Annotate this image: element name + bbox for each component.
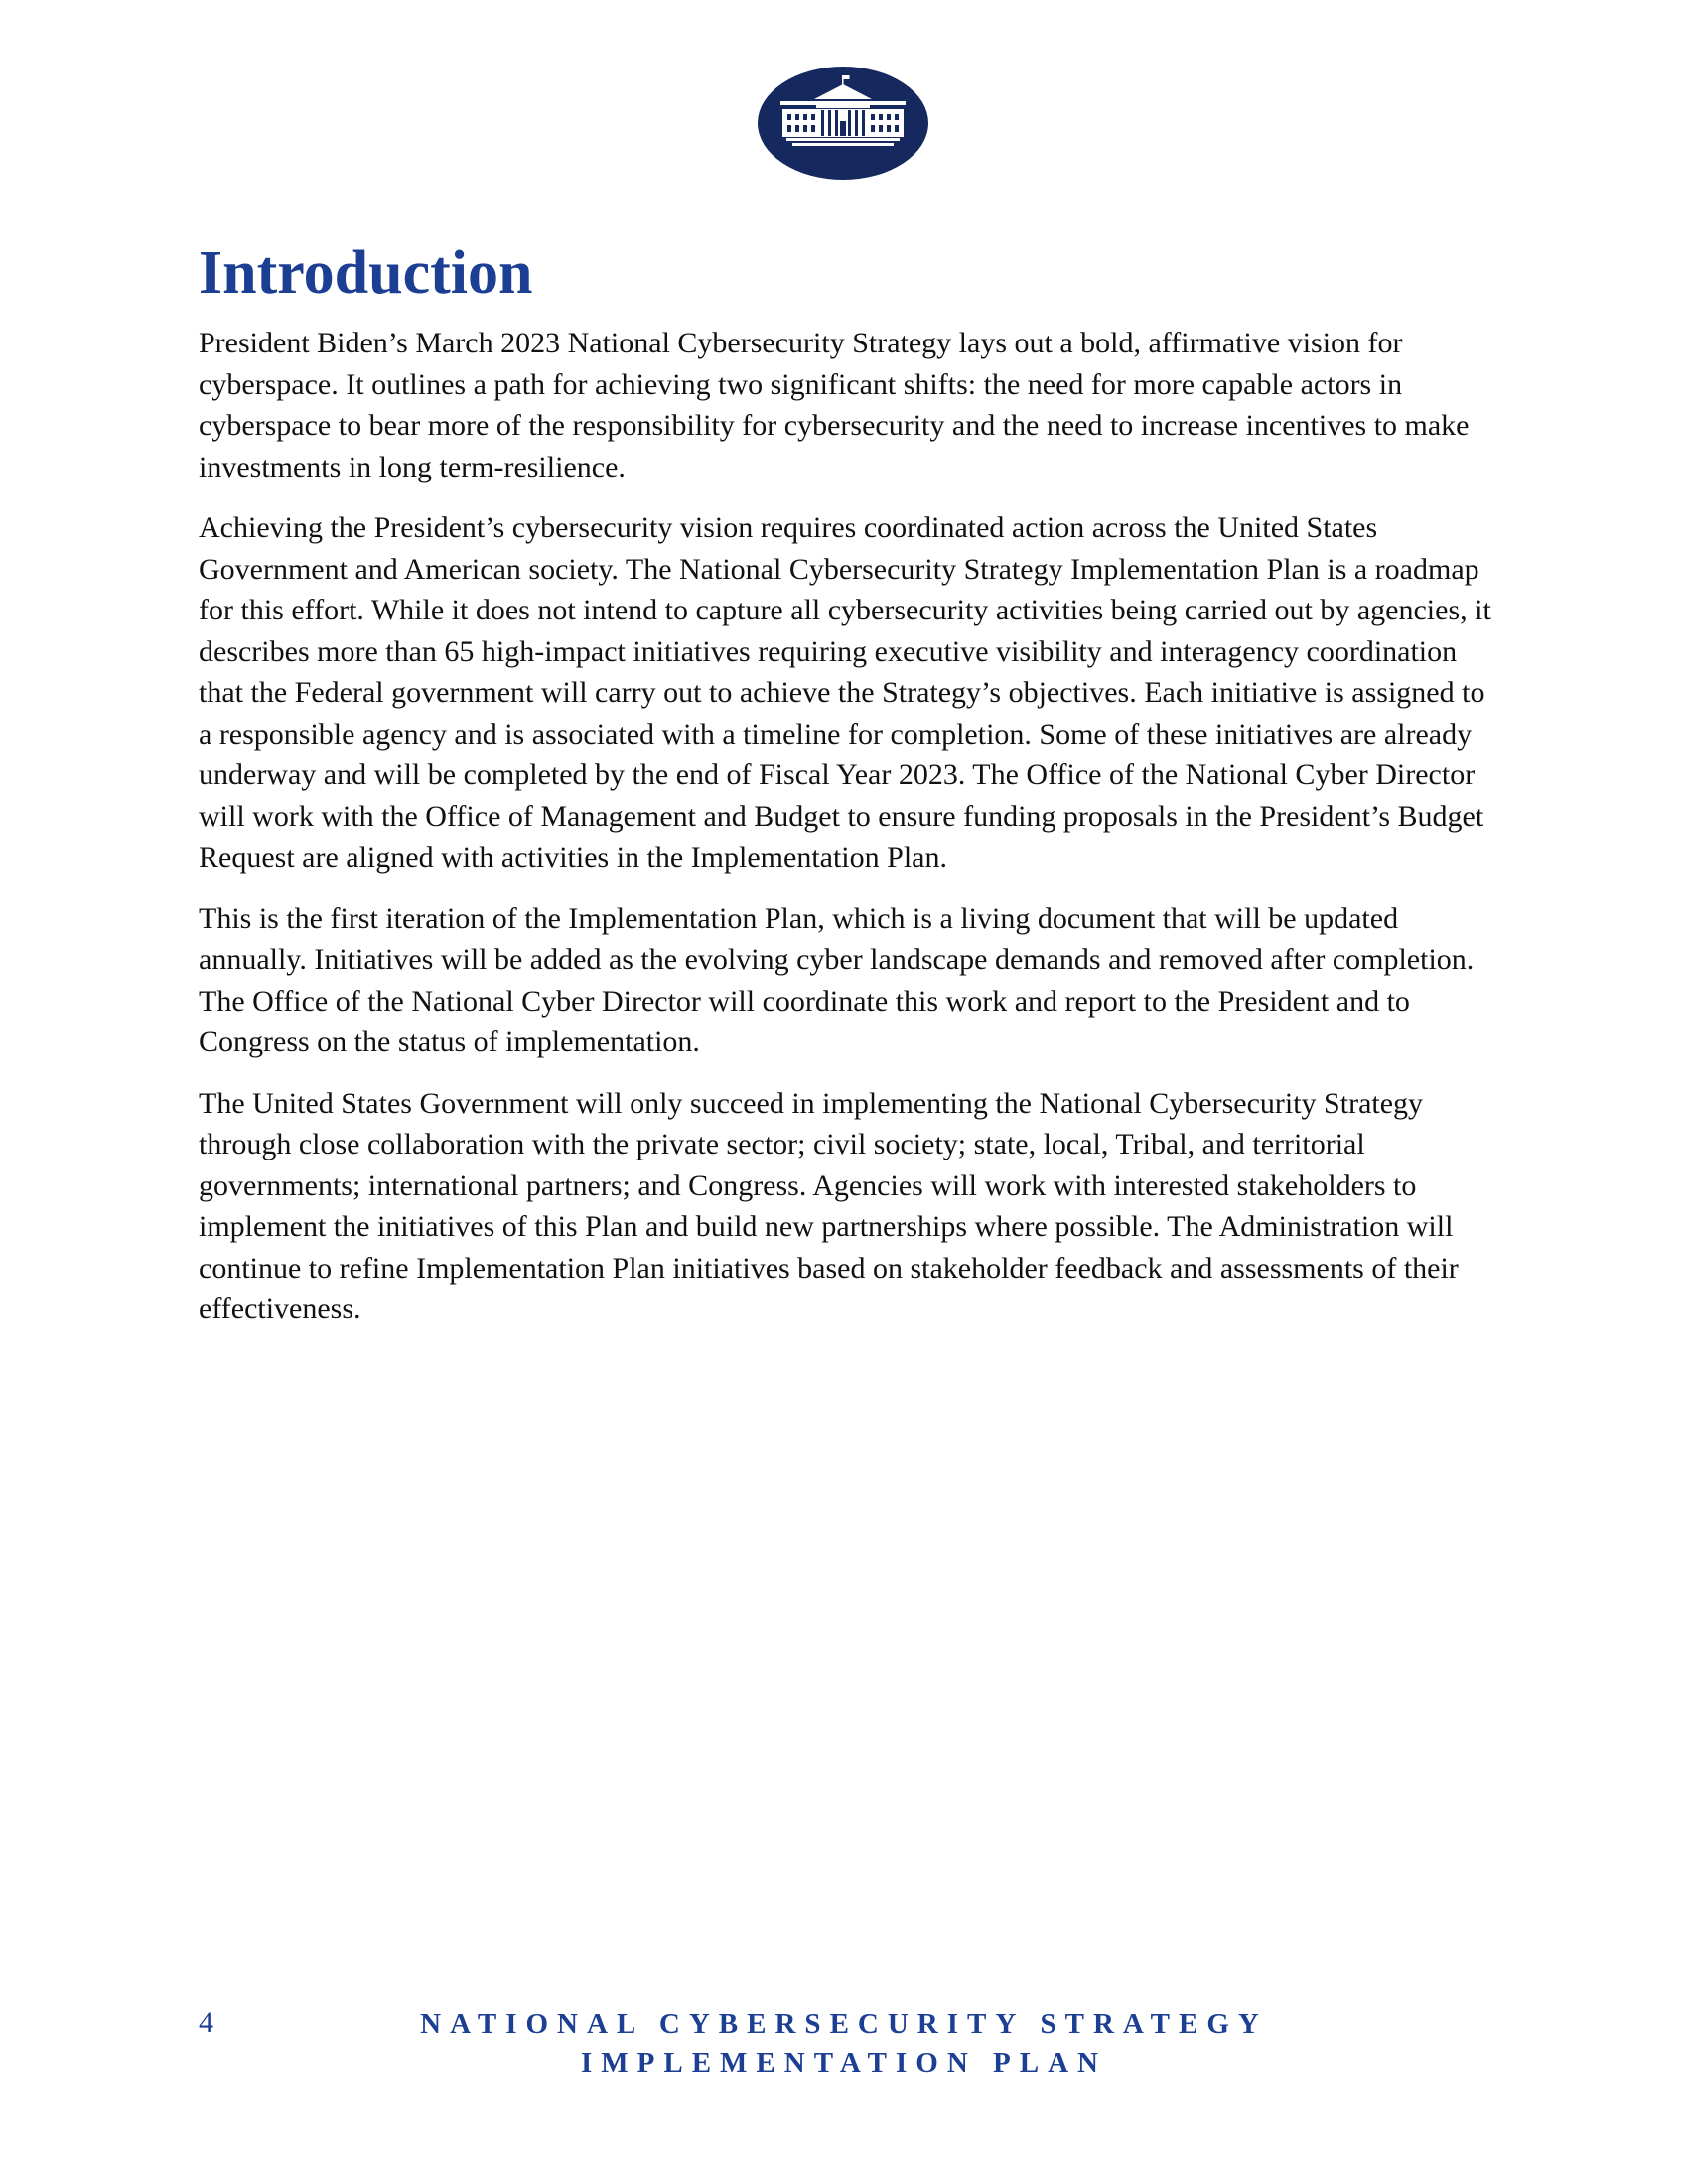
footer-title [397,2005,1291,2083]
paragraph: President Biden’s March 2023 National Cybersecurity Strategy lays out a bold, affirmative vision for cyberspace. It outlines a path for achieving two significant shifts: the need for more capable actors in cyberspace to bear more of the responsibility for cybersecurity and the need to increase incentives to make investments in long term-resilience. [199,327,1470,483]
white-house-seal-icon [757,66,929,181]
footer-title-line-2: IMPLEMENTATION PLAN [580,2047,1108,2079]
page-number: 4 [199,2006,213,2039]
paragraph: The United States Government will only succeed in implementing the National Cybersecurity Strategy through close collaboration with the private sector; civil society; state, local, Tribal, and territorial governments; international partners; and Congress. Agencies will work with interested stakeholders to implement the initiatives of this Plan and build new partnerships where possible. The Administration will continue to refine Implementation Plan initiatives based on stakeholder feedback and assessments of their effectiveness. [199,1086,1459,1325]
paragraph: Achieving the President’s cybersecurity vision requires coordinated action across the United States Government and American society. The National Cybersecurity Strategy Implementation Plan is a roadmap for this effort. While it does not intend to capture all cybersecurity activities being carried out by agencies, it describes more than 65 high-impact initiatives requiring executive visibility and interagency coordination that the Federal government will carry out to achieve the Strategy’s objectives. Each initiative is assigned to a responsible agency and is associated with a timeline for completion. Some of these initiatives are already underway and will be completed by the end of Fiscal Year 2023. The Office of the National Cyber Director will work with the Office of Management and Budget to ensure funding proposals in the President’s Budget Request are aligned with activities in the Implementation Plan. [199,511,1491,874]
body-text [199,323,1499,1350]
paragraph: This is the first iteration of the Implementation Plan, which is a living document that will be updated annually. Initiatives will be added as the evolving cyber landscape demands and removed after completion. The Office of the National Cyber Director will coordinate this work and report to the President and to Congress on the status of implementation. [199,901,1475,1058]
page-title: Introduction [199,239,533,307]
footer-title-line-1: NATIONAL CYBERSECURITY STRATEGY [420,2008,1268,2040]
